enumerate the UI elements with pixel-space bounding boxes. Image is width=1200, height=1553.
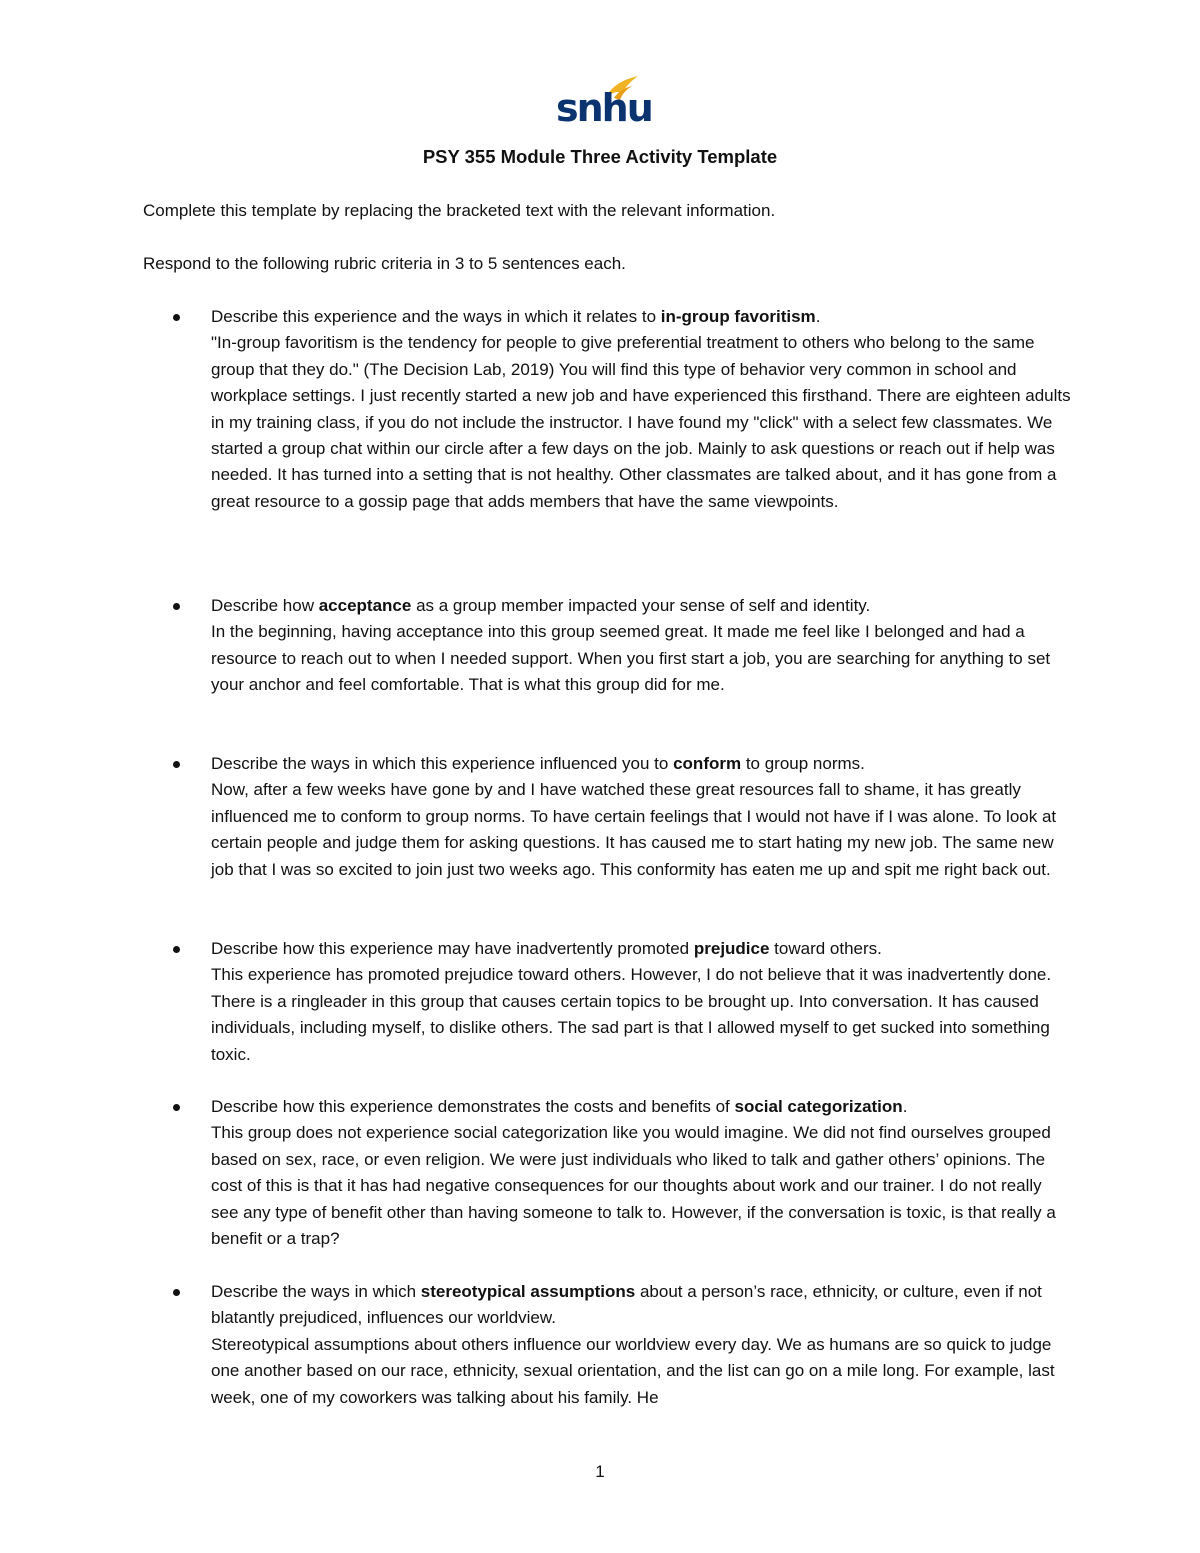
snhu-logo <box>556 74 652 132</box>
rubric-answer: Now, after a few weeks have gone by and I have watched these great resources fall to shame, it has greatly influenced me to conform to group norms. To have certain feelings that I would not have if I was alone. To look at certain people and judge them for asking questions. It has caused me to start hating my new job. The same new job that I was so excited to join just two weeks ago. This conformity has eaten me up and spit me right back out. <box>211 780 1057 879</box>
logo-text: snhu <box>556 86 652 130</box>
rubric-prompt: Describe this experience and the ways in which it relates to in-group favoritism. <box>211 307 821 326</box>
bullet-icon <box>173 1289 180 1296</box>
page-title: PSY 355 Module Three Activity Template <box>422 146 778 167</box>
bullet-icon <box>173 603 180 610</box>
rubric-prompt: Describe how this experience may have inadvertently promoted prejudice toward others. <box>211 939 882 958</box>
instruction-text: Respond to the following rubric criteria in 3 to 5 sentences each. <box>143 254 626 273</box>
list-item <box>211 593 1071 699</box>
rubric-prompt: Describe the ways in which stereotypical assumptions about a person’s race, ethnicity, or culture, even if not blatantly prejudiced, influences our worldview. <box>211 1282 1042 1328</box>
bullet-icon <box>173 314 180 321</box>
bullet-icon <box>173 761 180 768</box>
bullet-icon <box>173 946 180 953</box>
rubric-prompt: Describe how acceptance as a group member impacted your sense of self and identity. <box>211 596 871 615</box>
list-item <box>211 1279 1071 1411</box>
list-item <box>211 1094 1071 1252</box>
list-item <box>211 304 1071 515</box>
list-item <box>211 936 1071 1068</box>
list-item <box>211 751 1071 883</box>
rubric-answer: In the beginning, having acceptance into this group seemed great. It made me feel like I belonged and had a resource to reach out to when I needed support. When you first start a job, you are searching for anything to set your anchor and feel comfortable. That is what this group did for me. <box>211 622 1051 695</box>
rubric-answer: "In-group favoritism is the tendency for people to give preferential treatment to others who belong to the same group that they do." (The Decision Lab, 2019) You will find this type of behavior very common in school and workplace settings. I just recently started a new job and have experienced this firsthand. There are eighteen adults in my training class, if you do not include the instructor. I have found my "click" with a select few classmates. We started a group chat within our circle after a few days on the job. Mainly to ask questions or reach out if help was needed. It has turned into a setting that is not healthy. Other classmates are talked about, and it has gone from a great resource to a gossip page that adds members that have the same viewpoints. <box>211 333 1071 511</box>
page-number: 1 <box>595 1462 605 1481</box>
rubric-prompt: Describe how this experience demonstrates the costs and benefits of social categorization. <box>211 1097 908 1116</box>
rubric-answer: This group does not experience social categorization like you would imagine. We did not find ourselves grouped based on sex, race, or even religion. We were just individuals who liked to talk and gather others’ opinions. The cost of this is that it has had negative consequences for our thoughts about work and our trainer. I do not really see any type of benefit other than having someone to talk to. However, if the conversation is toxic, is that really a benefit or a trap? <box>211 1123 1056 1249</box>
rubric-answer: Stereotypical assumptions about others influence our worldview every day. We as humans are so quick to judge one another based on our race, ethnicity, sexual orientation, and the list can go on a mile long. For example, last week, one of my coworkers was talking about his family. He <box>211 1334 1055 1407</box>
bullet-icon <box>173 1104 180 1111</box>
rubric-answer: This experience has promoted prejudice toward others. However, I do not believe that it was inadvertently done. There is a ringleader in this group that causes certain topics to be brought up. Into conversation. It has caused individuals, including myself, to dislike others. The sad part is that I allowed myself to get sucked into something toxic. <box>211 965 1052 1064</box>
instruction-text: Complete this template by replacing the bracketed text with the relevant information. <box>143 201 776 220</box>
rubric-prompt: Describe the ways in which this experience influenced you to conform to group norms. <box>211 754 865 773</box>
